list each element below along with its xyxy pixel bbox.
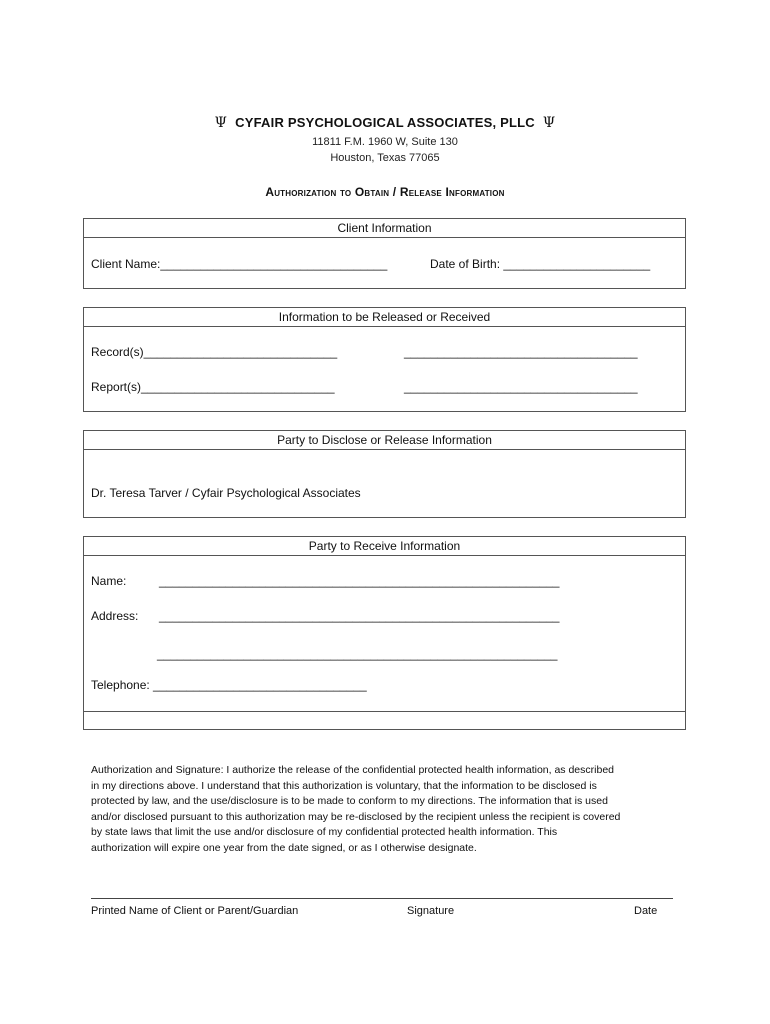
company-name: CYFAIR PSYCHOLOGICAL ASSOCIATES, PLLC — [235, 115, 535, 130]
date-label: Date — [634, 905, 658, 917]
recipient-address-field[interactable]: ____________________________________________________________ — [159, 609, 560, 623]
authorization-line: protected by law, and the use/disclosure is to be made to conform to my directions. The information that is used — [91, 795, 608, 808]
printed-name-label: Printed Name of Client or Parent/Guardian — [91, 905, 299, 917]
signature-line[interactable] — [91, 898, 673, 899]
psi-icon: Ψ — [214, 115, 228, 131]
authorization-line: authorization will expire one year from the date signed, or as I otherwise designate. — [91, 841, 477, 854]
name-label: Name: — [91, 574, 127, 588]
address-line-2: Houston, Texas 77065 — [330, 152, 440, 164]
section-heading: Client Information — [84, 219, 685, 238]
address-line-1: 11811 F.M. 1960 W, Suite 130 — [312, 136, 458, 148]
information-released-section — [83, 307, 686, 412]
client-info-section — [83, 218, 686, 289]
party-receive-section — [83, 536, 686, 730]
form-title: Authorization to Obtain / Release Information — [265, 185, 505, 199]
client-name-field[interactable]: Client Name:__________________________________ — [91, 257, 388, 271]
authorization-line: in my directions above. I understand that this authorization is voluntary, that the information to be disclosed is — [91, 779, 597, 792]
psi-icon: Ψ — [542, 115, 556, 131]
signature-label: Signature — [407, 905, 455, 917]
section-heading: Party to Disclose or Release Information — [84, 431, 685, 450]
records-field[interactable]: Record(s)_____________________________ — [91, 345, 338, 359]
address-label: Address: — [91, 609, 139, 623]
section-divider — [84, 711, 685, 712]
recipient-name-field[interactable]: ____________________________________________________________ — [159, 574, 560, 588]
section-heading: Party to Receive Information — [84, 537, 685, 556]
records-blank-field[interactable]: ___________________________________ — [404, 345, 638, 359]
authorization-text — [91, 763, 691, 857]
date-of-birth-field[interactable]: Date of Birth: ______________________ — [430, 257, 651, 271]
company-heading — [0, 115, 770, 131]
recipient-address-field-2[interactable]: ____________________________________________________________ — [157, 647, 558, 661]
party-disclose-section — [83, 430, 686, 518]
reports-blank-field[interactable]: ___________________________________ — [404, 380, 638, 394]
authorization-line: Authorization and Signature: I authorize the release of the confidential protected health information, as described — [91, 764, 614, 776]
authorization-line: by state laws that limit the use and/or disclosure of my confidential protected health information. This — [91, 826, 558, 839]
section-heading: Information to be Released or Received — [84, 308, 685, 327]
recipient-telephone-field[interactable]: Telephone: ________________________________ — [91, 678, 367, 692]
disclosing-party: Dr. Teresa Tarver / Cyfair Psychological Associates — [91, 486, 361, 500]
authorization-line: and/or disclosed pursuant to this authorization may be re-disclosed by the recipient unless the recipient is covered — [91, 810, 621, 823]
reports-field[interactable]: Report(s)_____________________________ — [91, 380, 335, 394]
